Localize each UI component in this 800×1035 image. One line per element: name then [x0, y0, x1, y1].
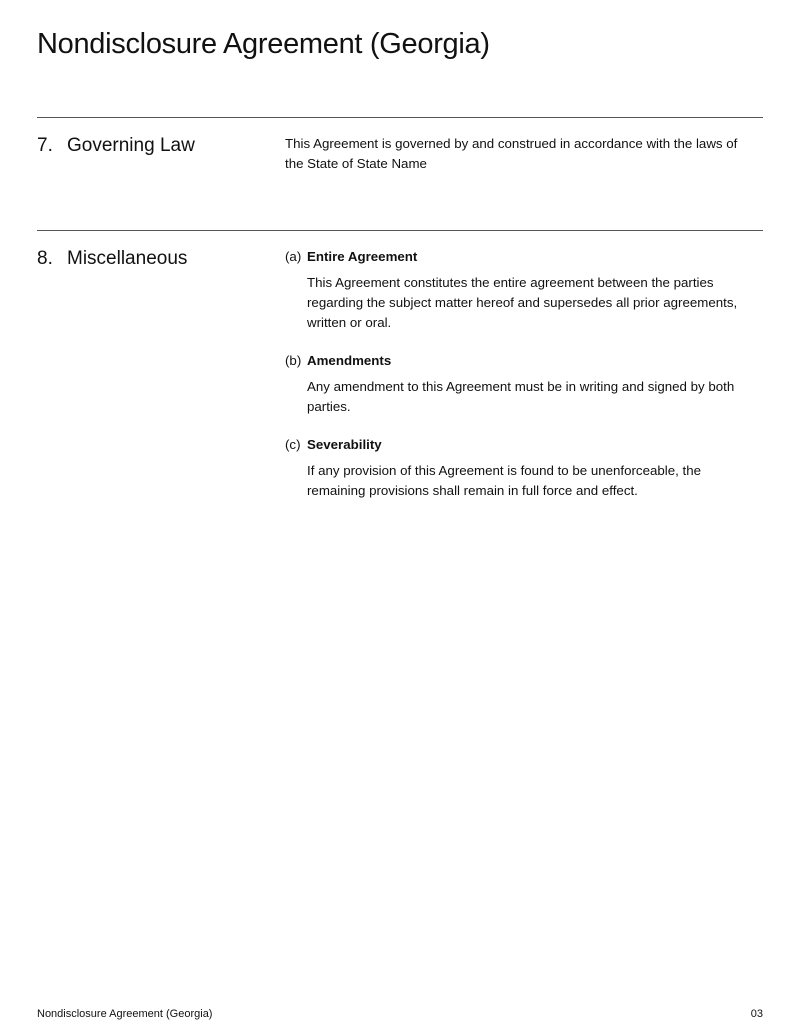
subsection-title: Entire Agreement: [307, 249, 418, 264]
section-number: 8.: [37, 248, 53, 269]
subsection-entire-agreement: [285, 248, 755, 333]
footer-document-name: Nondisclosure Agreement (Georgia): [37, 1008, 213, 1020]
subsection-letter: (a): [285, 249, 302, 264]
section-heading-miscellaneous: [37, 248, 187, 270]
footer-page-number: 03: [750, 1008, 763, 1020]
subsection-letter: (c): [285, 437, 301, 452]
subsection-severability: [285, 436, 755, 501]
miscellaneous-subsections: [285, 248, 755, 520]
section-divider: [37, 117, 763, 118]
subsection-title: Amendments: [307, 353, 392, 368]
page-title: Nondisclosure Agreement (Georgia): [37, 28, 490, 60]
subsection-amendments: [285, 352, 755, 417]
section-title: Governing Law: [67, 135, 195, 156]
subsection-text: Any amendment to this Agreement must be in writing and signed by both parties.: [307, 379, 735, 414]
subsection-letter: (b): [285, 353, 302, 368]
subsection-text: This Agreement constitutes the entire agreement between the parties regarding the subject matter hereof and supersedes all prior agreements, written or oral.: [307, 275, 738, 330]
section-heading-governing-law: [37, 135, 195, 157]
section-number: 7.: [37, 135, 53, 156]
subsection-title: Severability: [307, 437, 382, 452]
subsection-text: If any provision of this Agreement is found to be unenforceable, the remaining provisions shall remain in full force and effect.: [307, 463, 701, 498]
governing-law-text: This Agreement is governed by and construed in accordance with the laws of the State of State Name: [285, 136, 738, 171]
section-divider: [37, 230, 763, 231]
section-title: Miscellaneous: [67, 248, 188, 269]
